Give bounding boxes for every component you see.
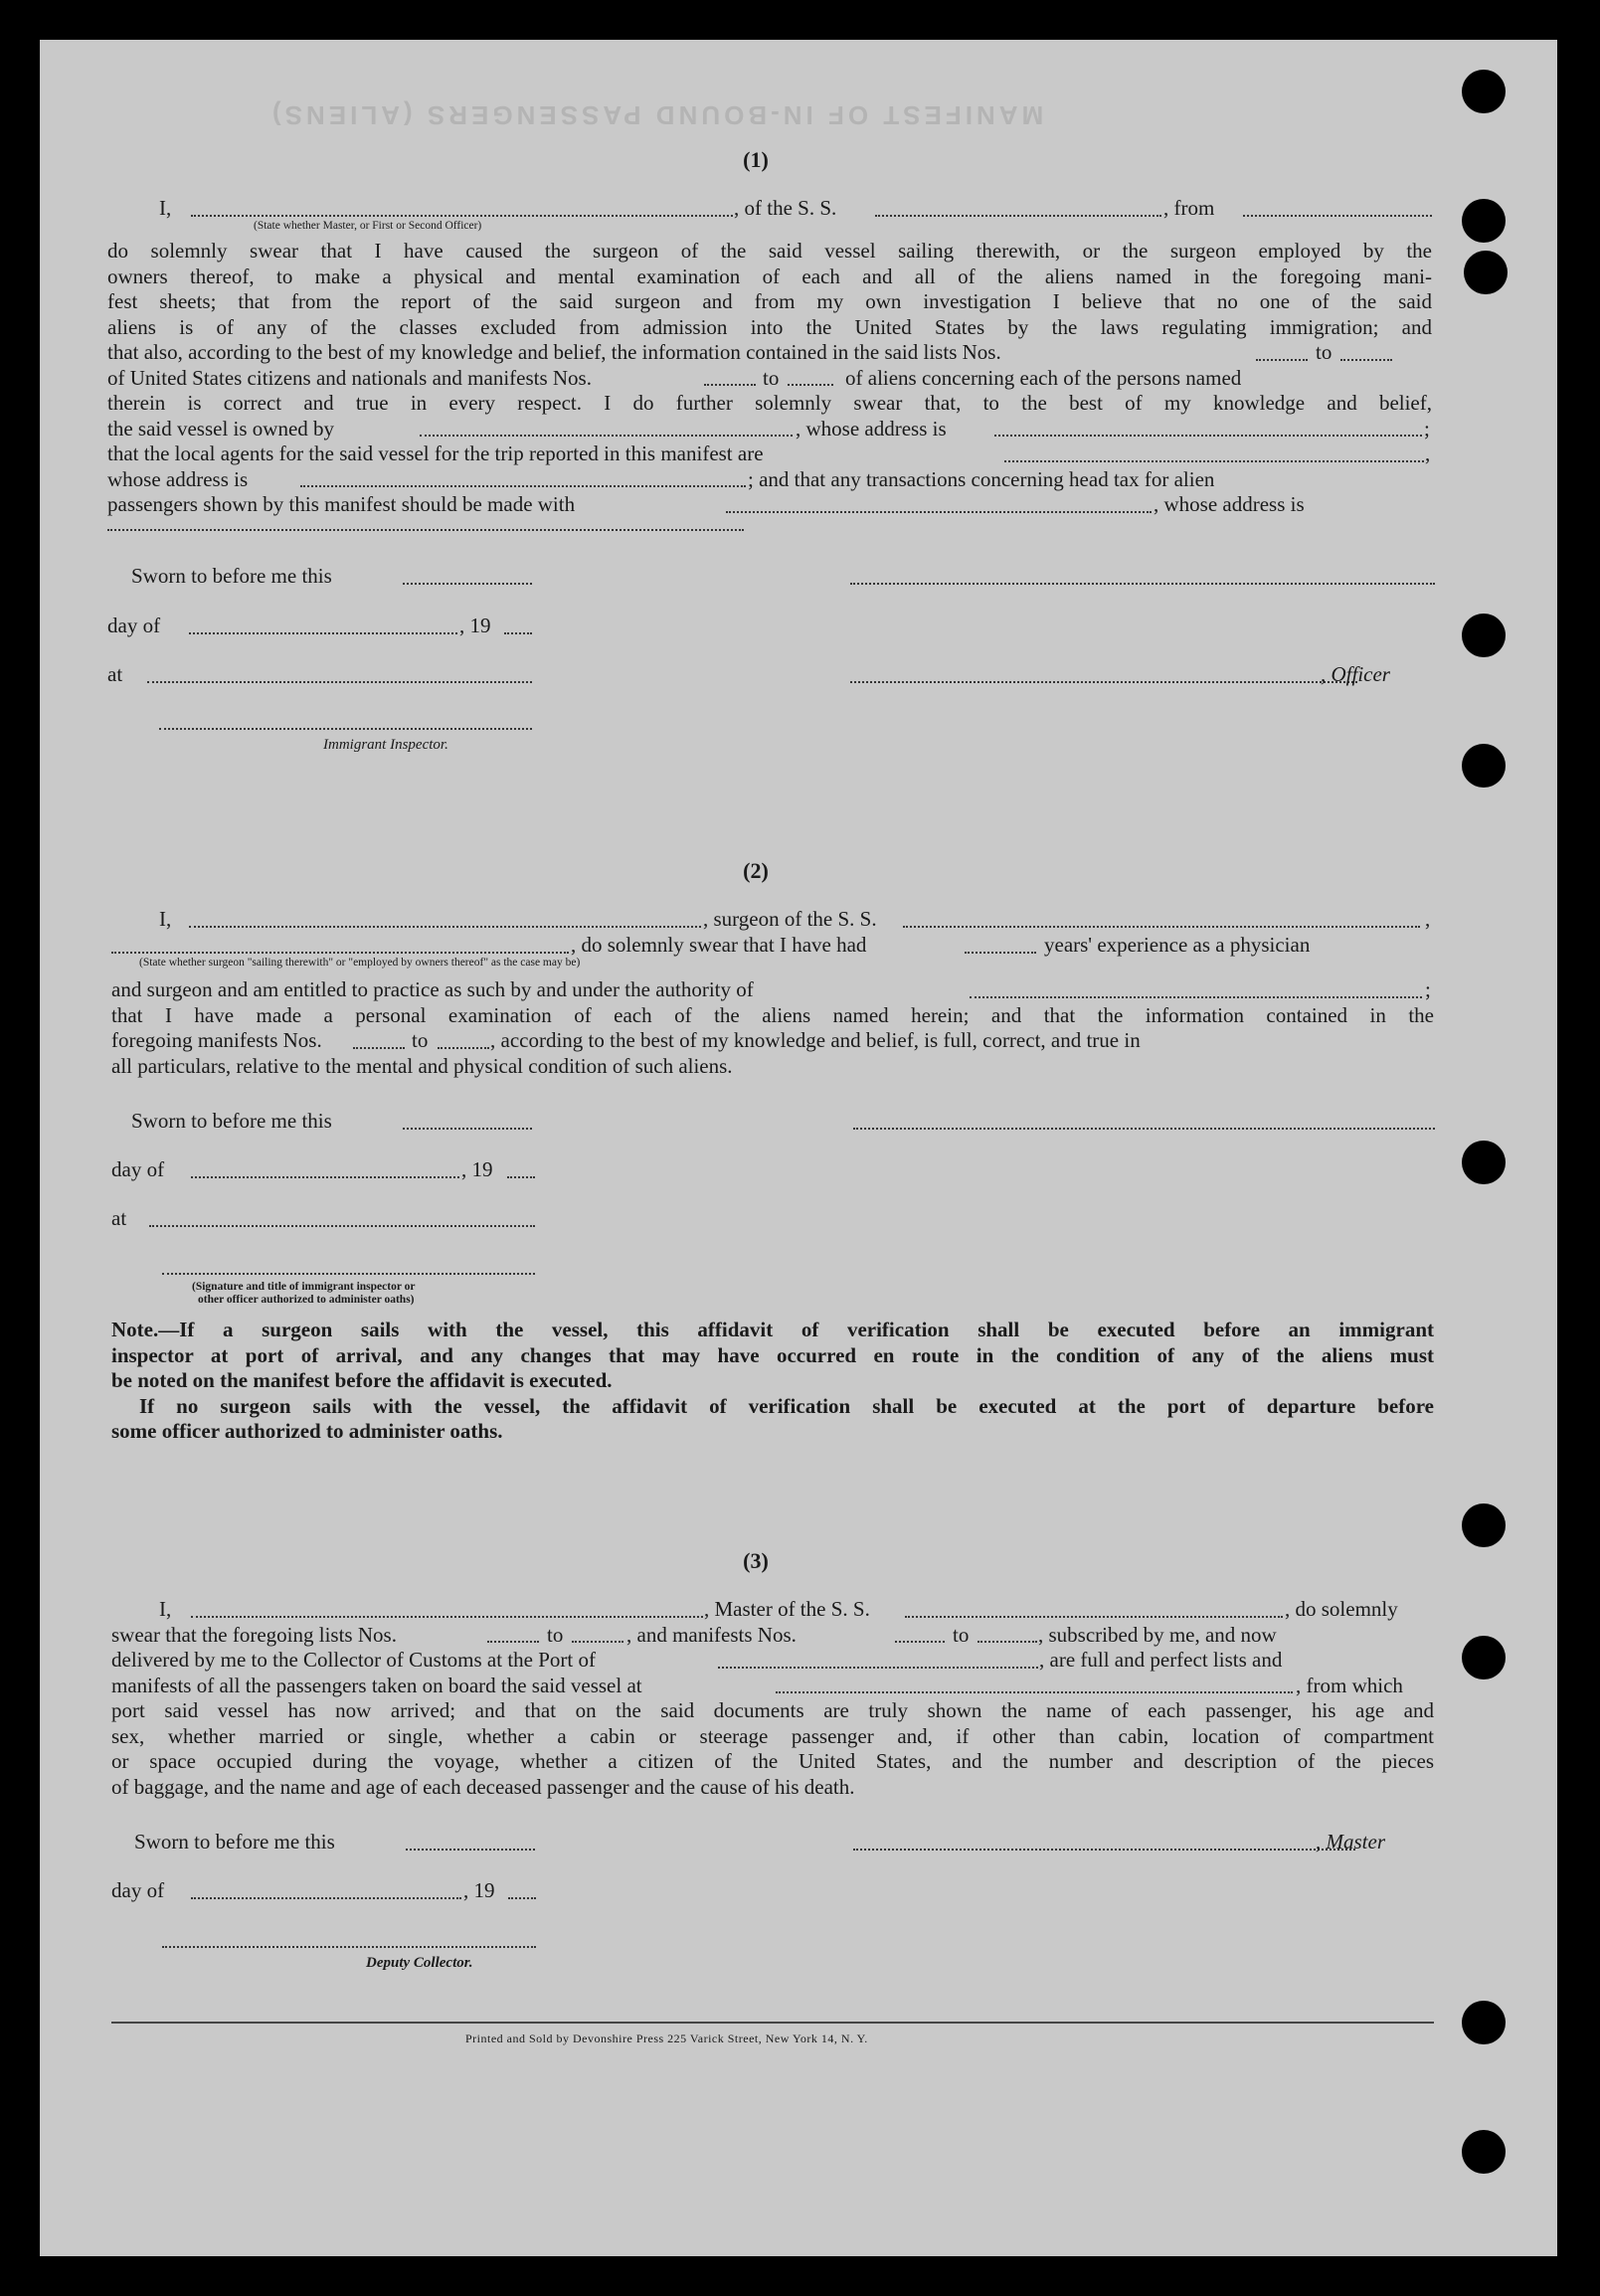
- text: passengers shown by this manifest should be made with: [107, 492, 576, 516]
- field-note: (State whether surgeon "sailing therewith" or "employed by owners thereof" as the case may be): [139, 957, 581, 969]
- printer-imprint: Printed and Sold by Devonshire Press 225 Varick Street, New York 14, N. Y.: [465, 2031, 868, 2045]
- text: , of the S. S.: [734, 196, 837, 220]
- text: owners thereof, to make a physical and mental examination of each and all of the aliens named in the foregoing mani-: [107, 264, 1432, 288]
- text: , surgeon of the S. S.: [703, 907, 877, 931]
- manifests-to-field-3[interactable]: [978, 1639, 1037, 1643]
- text: fest sheets; that from the report of the said surgeon and from my own investigation I believe that no one of the said: [107, 289, 1432, 313]
- text: Sworn to before me this: [131, 1109, 332, 1133]
- text: , Master: [1316, 1830, 1385, 1854]
- text: Sworn to before me this: [134, 1830, 335, 1854]
- caption: Deputy Collector.: [366, 1955, 473, 1971]
- text: ; and that any transactions concerning head tax for alien: [748, 466, 1215, 491]
- text: at: [107, 662, 123, 686]
- text: , and manifests Nos.: [626, 1622, 797, 1647]
- text: or space occupied during the voyage, whether a citizen of the United States, and the number and description of the pieces: [111, 1749, 1434, 1773]
- text: day of: [107, 614, 161, 637]
- section-number: (3): [743, 1548, 769, 1573]
- sworn-day-field-3[interactable]: [406, 1847, 535, 1851]
- affidavit-section-3: [40, 40, 1557, 2256]
- ship-name-field-3[interactable]: [905, 1614, 1283, 1618]
- caption: Immigrant Inspector.: [323, 737, 448, 753]
- text: , according to the best of my knowledge and belief, is full, correct, and true in: [490, 1028, 1141, 1052]
- text: to: [763, 365, 780, 390]
- text: , subscribed by me, and now: [1038, 1622, 1277, 1647]
- note-text: Note.—If a surgeon sails with the vessel, this affidavit of verification shall be executed before an immigrant: [111, 1318, 1434, 1341]
- text: , Officer: [1321, 662, 1390, 686]
- text: day of: [111, 1878, 165, 1902]
- text: I,: [159, 1597, 172, 1621]
- text: , are full and perfect lists and: [1039, 1648, 1283, 1672]
- sworn-year-field-3[interactable]: [508, 1895, 536, 1899]
- text: do solemnly swear that I have caused the surgeon of the said vessel sailing therewith, or the surgeon employed by the: [107, 239, 1432, 263]
- lists-to-field-3[interactable]: [572, 1639, 623, 1643]
- text: delivered by me to the Collector of Customs at the Port of: [111, 1648, 596, 1672]
- caption: (Signature and title of immigrant inspector or: [192, 1281, 416, 1293]
- text: to: [412, 1028, 429, 1052]
- text: therein is correct and true in every respect. I do further solemnly swear that, to the best of my knowledge and belief,: [107, 391, 1432, 415]
- caption: other officer authorized to administer oaths): [198, 1294, 415, 1306]
- text: , whose address is: [1154, 492, 1305, 516]
- text: of United States citizens and nationals and manifests Nos.: [107, 365, 592, 390]
- text: years' experience as a physician: [1044, 933, 1311, 957]
- field-note: (State whether Master, or First or Second Officer): [254, 220, 482, 232]
- master-signature-field[interactable]: [853, 1847, 1355, 1851]
- sworn-month-field-3[interactable]: [191, 1895, 461, 1899]
- text: swear that the foregoing lists Nos.: [111, 1622, 397, 1647]
- text: ,: [1425, 442, 1431, 465]
- text: I,: [159, 196, 172, 220]
- text: , from: [1163, 196, 1215, 220]
- note-text: If no surgeon sails with the vessel, the affidavit of verification shall be executed at the port of departure before: [139, 1393, 1434, 1418]
- document-page: [40, 40, 1557, 2256]
- text: , whose address is: [796, 416, 947, 441]
- text: Sworn to before me this: [131, 564, 332, 588]
- text: , 19: [463, 1878, 495, 1902]
- text: day of: [111, 1157, 165, 1181]
- text: , do solemnly swear that I have had: [571, 933, 867, 957]
- bleed-through-heading: MANIFEST OF IN-BOUND PASSENGERS (ALIENS): [268, 100, 1044, 130]
- text: , Master of the S. S.: [704, 1597, 870, 1621]
- text: I,: [159, 907, 172, 931]
- text: to: [953, 1622, 970, 1647]
- section-number: (1): [743, 147, 769, 172]
- manifests-from-field-3[interactable]: [895, 1639, 945, 1643]
- text: of baggage, and the name and age of each deceased passenger and the cause of his death.: [111, 1774, 855, 1799]
- text: , 19: [461, 1157, 493, 1181]
- footer-rule: [111, 2022, 1434, 2024]
- text: that the local agents for the said vessel for the trip reported in this manifest are: [107, 442, 764, 465]
- lists-from-field-3[interactable]: [487, 1639, 539, 1643]
- text: port said vessel has now arrived; and that on the said documents are truly shown the name of each passenger, his age and: [111, 1698, 1434, 1722]
- text: foregoing manifests Nos.: [111, 1028, 322, 1052]
- text: , 19: [459, 614, 491, 637]
- text: all particulars, relative to the mental and physical condition of such aliens.: [111, 1053, 733, 1078]
- text: and surgeon and am entitled to practice as such by and under the authority of: [111, 977, 754, 1001]
- master-name-field-3[interactable]: [191, 1614, 703, 1618]
- text: of aliens concerning each of the persons named: [845, 365, 1242, 390]
- port-field[interactable]: [718, 1665, 1038, 1669]
- deputy-signature-field[interactable]: [162, 1944, 536, 1948]
- text: that I have made a personal examination of each of the aliens named herein; and that the information contained in the: [111, 1002, 1434, 1027]
- text: sex, whether married or single, whether a cabin or steerage passenger and, if other than cabin, location of compartment: [111, 1723, 1434, 1748]
- text: , from which: [1296, 1673, 1403, 1697]
- text: to: [1316, 340, 1333, 364]
- text: the said vessel is owned by: [107, 416, 335, 441]
- note-text: be noted on the manifest before the affidavit is executed.: [111, 1368, 613, 1392]
- text: ;: [1425, 977, 1431, 1001]
- embark-port-field[interactable]: [776, 1689, 1293, 1693]
- note-text: inspector at port of arrival, and any changes that may have occurred en route in the condition of any of the aliens must: [111, 1342, 1434, 1367]
- text: manifests of all the passengers taken on board the said vessel at: [111, 1673, 642, 1697]
- text: ;: [1424, 416, 1430, 441]
- text: , do solemnly: [1285, 1597, 1398, 1621]
- section-number: (2): [743, 858, 769, 883]
- text: ,: [1425, 907, 1431, 931]
- text: that also, according to the best of my knowledge and belief, the information contained in the said lists Nos.: [107, 340, 1001, 364]
- text: aliens is of any of the classes excluded from admission into the United States by the laws regulating immigration; and: [107, 314, 1432, 339]
- text: to: [547, 1622, 564, 1647]
- text: at: [111, 1206, 127, 1230]
- note-text: some officer authorized to administer oaths.: [111, 1419, 503, 1443]
- text: whose address is: [107, 466, 249, 491]
